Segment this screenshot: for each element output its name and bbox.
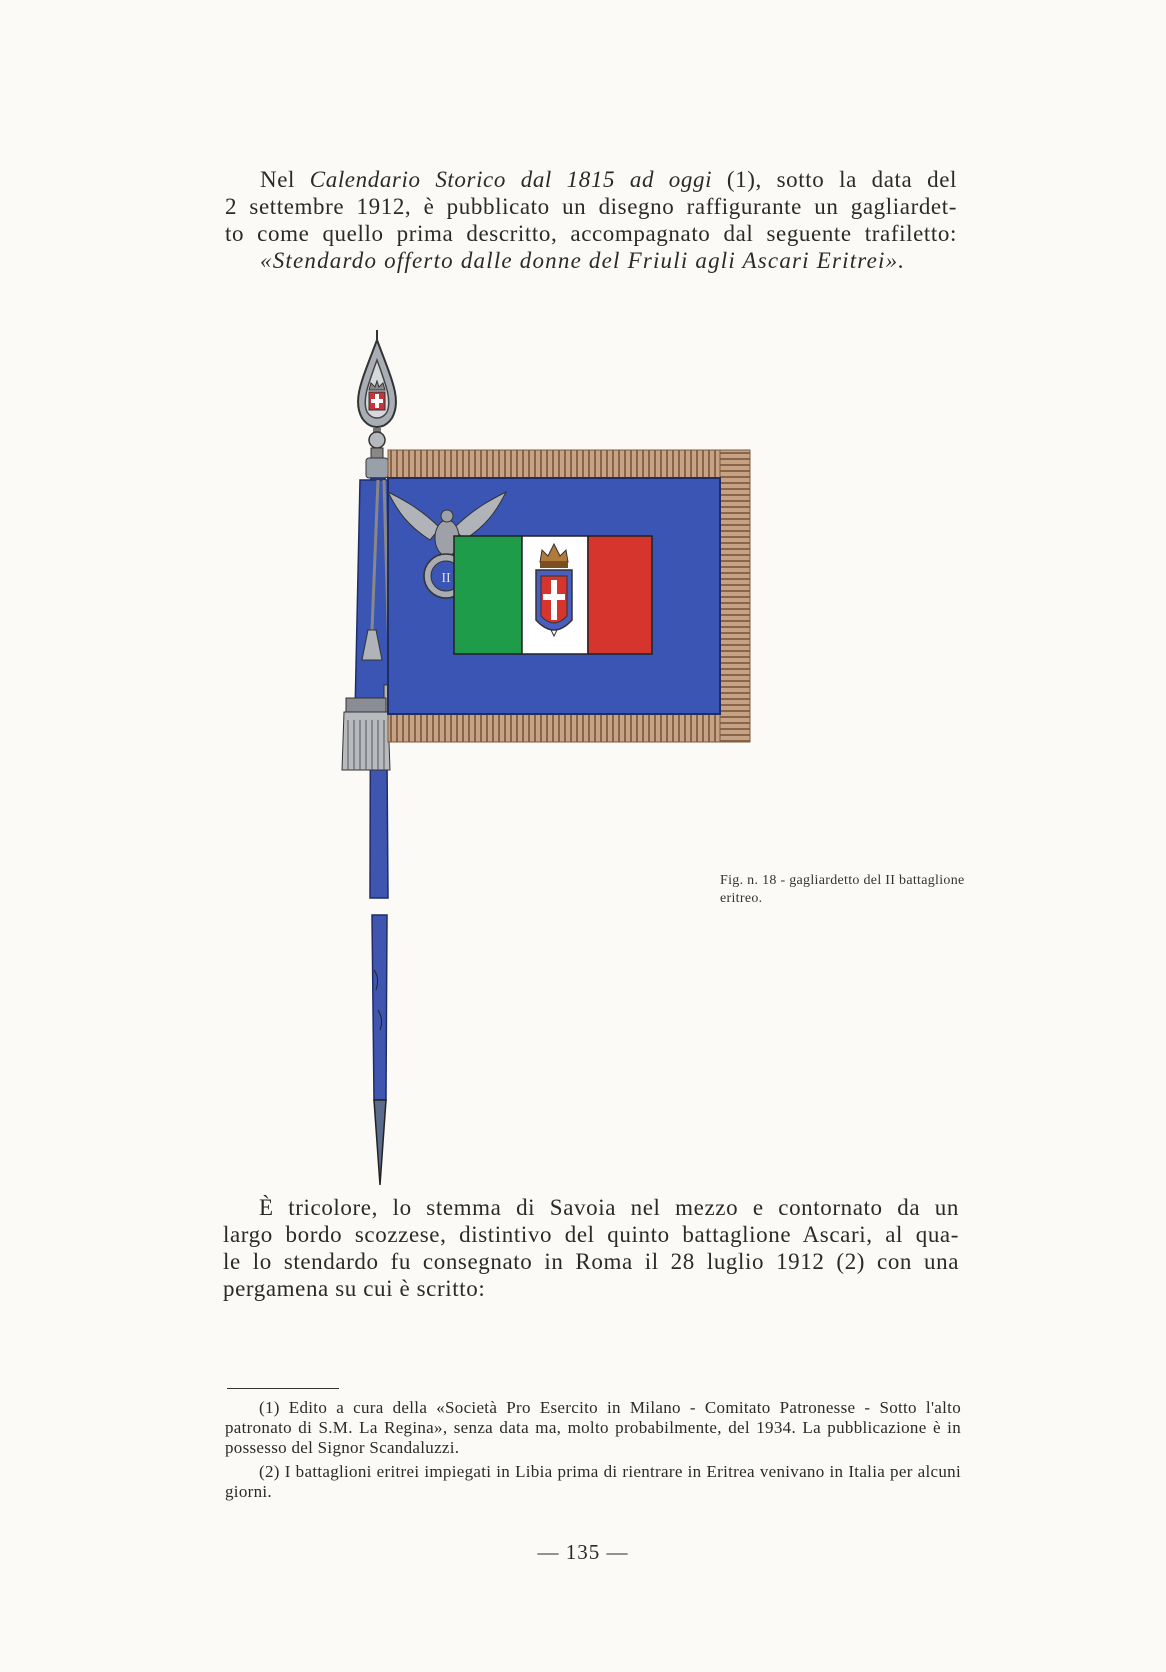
paragraph-line: Nel Calendario Storico dal 1815 ad oggi (1), sotto la data del: [260, 167, 958, 192]
savoy-coat-of-arms: [536, 544, 572, 636]
footnotes: [225, 1398, 961, 1506]
paragraph-line: È tricolore, lo stemma di Savoia nel mezzo e contornato da un: [259, 1195, 959, 1220]
battalion-numeral: II: [441, 571, 451, 586]
paragraph-line: le lo stendardo fu consegnato in Roma il 28 luglio 1912 (2) con una: [223, 1249, 959, 1274]
paragraph-description: [223, 1194, 959, 1302]
page-number: — 135 —: [537, 1540, 629, 1564]
paragraph-line: largo bordo scozzese, distintivo del quinto battaglione Ascari, al qua-: [223, 1222, 959, 1247]
standard-flag-illustration: [340, 330, 820, 1190]
footnote-2: (2) I battaglioni eritrei impiegati in Libia prima di rientrare in Eritrea venivano in Italia per alcuni giorni.: [225, 1462, 961, 1501]
fringe-bottom: [388, 714, 750, 742]
paragraph-line: 2 settembre 1912, è pubblicato un disegno raffigurante un gagliardet-: [225, 194, 957, 219]
fringe-side: [720, 450, 750, 742]
figure-caption: Fig. n. 18 - gagliardetto del II battaglione eritreo.: [720, 873, 965, 906]
paragraph-line: pergamena su cui è scritto:: [223, 1276, 486, 1301]
footnote-1: (1) Edito a cura della «Società Pro Esercito in Milano - Comitato Patronesse - Sotto l'alto patronato di S.M. La Regina», senza data ma, molto probabilmente, del 1934. La pubblicazione è in possesso del Signor Scandaluzzi.: [225, 1398, 961, 1457]
footnote-separator: [227, 1388, 339, 1389]
quoted-headline: «Stendardo offerto dalle donne del Friuli agli Ascari Eritrei».: [260, 248, 906, 273]
fringe-top: [388, 450, 750, 478]
paragraph-line: to come quello prima descritto, accompagnato dal seguente trafiletto:: [225, 221, 957, 246]
paragraph-intro: [225, 166, 957, 274]
